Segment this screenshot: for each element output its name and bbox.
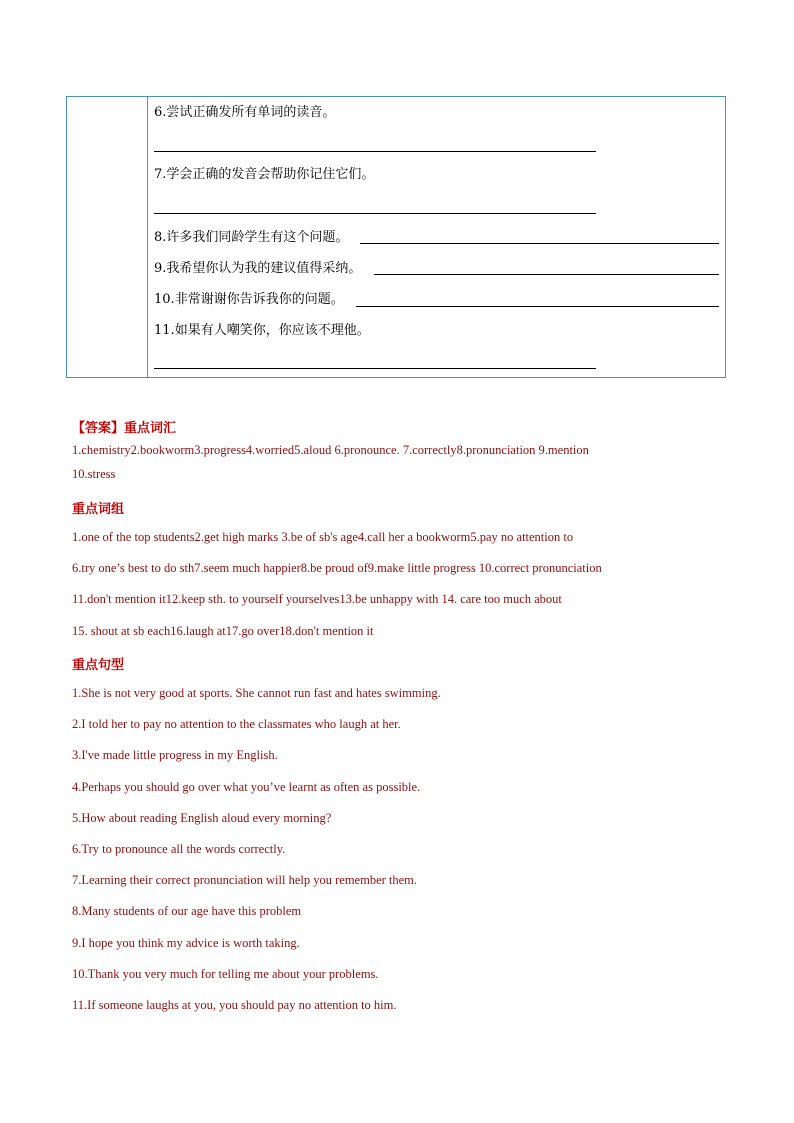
phrases-line-3: 11.don't mention it12.keep sth. to yourself yourselves13.be unhappy with 14. care too much about: [72, 592, 562, 606]
exercise-9: 9.我希望你认为我的建议值得采纳。: [154, 261, 362, 276]
sentence-4: 4.Perhaps you should go over what you’ve learnt as often as possible.: [72, 780, 421, 794]
table-column-divider: [147, 97, 148, 377]
exercise-11: 11.如果有人嘲笑你，你应该不理他。: [154, 323, 370, 338]
vocab-heading: 重点词汇: [124, 421, 177, 436]
sentence-2: 2.I told her to pay no attention to the classmates who laugh at her.: [72, 717, 401, 731]
sentence-5: 5.How about reading English aloud every morning?: [72, 811, 332, 825]
answer-label: 【答案】: [72, 421, 125, 436]
exercise-6: 6.尝试正确发所有单词的读音。: [154, 105, 336, 120]
exercise-10: 10.非常谢谢你告诉我你的问题。: [154, 292, 344, 307]
answer-blank-10[interactable]: [356, 306, 719, 307]
phrases-line-2: 6.try one’s best to do sth7.seem much happier8.be proud of9.make little progress 10.correct pronunciation: [72, 561, 602, 575]
sentence-11: 11.If someone laughs at you, you should pay no attention to him.: [72, 998, 397, 1012]
answer-blank-9[interactable]: [374, 274, 719, 275]
answer-blank-6[interactable]: [154, 151, 596, 152]
answer-blank-8[interactable]: [360, 243, 719, 244]
exercise-7: 7.学会正确的发音会帮助你记住它们。: [154, 167, 375, 182]
sentences-heading: 重点句型: [72, 658, 125, 673]
phrases-heading: 重点词组: [72, 502, 125, 517]
answer-blank-7[interactable]: [154, 213, 596, 214]
sentence-8: 8.Many students of our age have this problem: [72, 904, 302, 918]
phrases-line-4: 15. shout at sb each16.laugh at17.go over18.don't mention it: [72, 624, 374, 638]
sentence-9: 9.I hope you think my advice is worth taking.: [72, 936, 300, 950]
sentence-7: 7.Learning their correct pronunciation will help you remember them.: [72, 873, 418, 887]
vocab-line-1: 1.chemistry2.bookworm3.progress4.worried5.aloud 6.pronounce. 7.correctly8.pronunciation 9.mention: [72, 443, 589, 457]
sentence-3: 3.I've made little progress in my English.: [72, 748, 278, 762]
sentence-6: 6.Try to pronounce all the words correctly.: [72, 842, 286, 856]
sentence-1: 1.She is not very good at sports. She cannot run fast and hates swimming.: [72, 686, 441, 700]
answer-blank-11[interactable]: [154, 368, 596, 369]
sentence-10: 10.Thank you very much for telling me about your problems.: [72, 967, 379, 981]
phrases-line-1: 1.one of the top students2.get high marks 3.be of sb's age4.call her a bookworm5.pay no attention to: [72, 530, 574, 544]
vocab-line-2: 10.stress: [72, 467, 116, 481]
exercise-8: 8.许多我们同龄学生有这个问题。: [154, 230, 349, 245]
answer-heading: [72, 417, 176, 436]
